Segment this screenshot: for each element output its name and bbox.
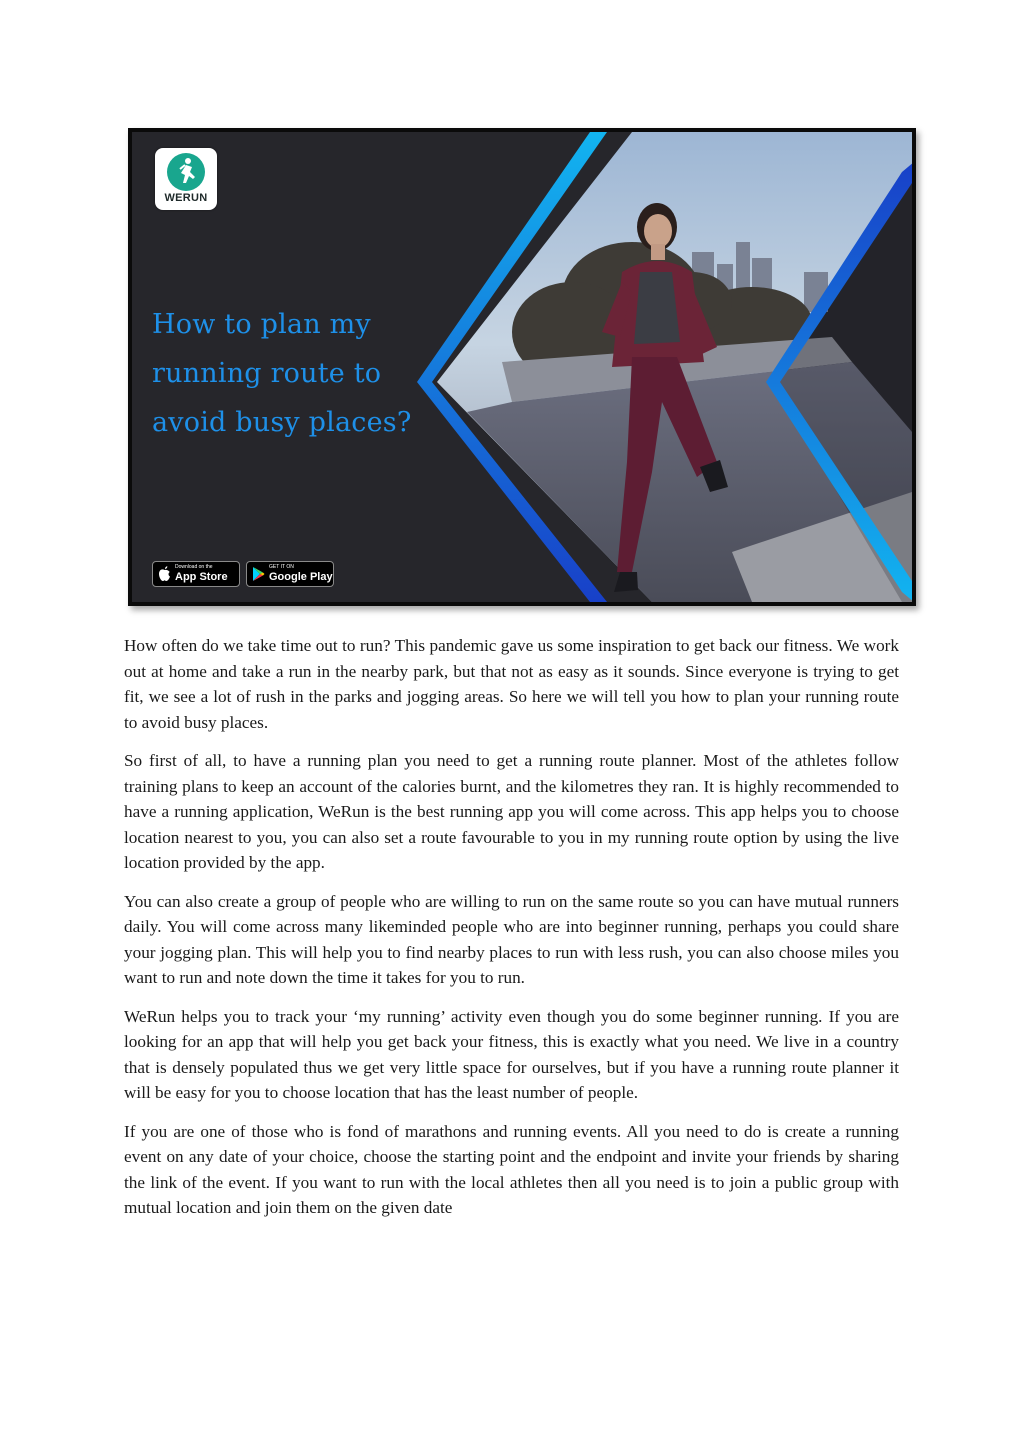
hero-banner xyxy=(128,128,916,606)
article-paragraph: How often do we take time out to run? This pandemic gave us some inspiration to get back our fitness. We work out at home and take a run in the nearby park, but that not as easy as it sounds. Since everyone is trying to get fit, we see a lot of rush in the parks and jogging areas. So here we will tell you how to plan your running route to avoid busy places. xyxy=(124,636,899,732)
article-body xyxy=(124,633,899,1234)
headline-line: How to plan my xyxy=(152,309,371,340)
app-store-label: App Store xyxy=(175,571,228,583)
article-paragraph: WeRun helps you to track your ‘my running’ activity even though you do some beginner running. If you are looking for an app that will help you get back your fitness, this is exactly what you need. We live in a country that is densely populated thus we get very little space for ourselves, but if you have a running route planner it will be easy for you to choose location that has the least number of people. xyxy=(124,1006,899,1102)
google-play-button[interactable] xyxy=(246,561,334,587)
banner-headline xyxy=(152,300,452,447)
app-store-button[interactable] xyxy=(152,561,240,587)
werun-logo xyxy=(155,148,217,210)
headline-line: running route to xyxy=(152,358,382,389)
app-store-small-label: Download on the xyxy=(175,564,213,570)
article-paragraph: If you are one of those who is fond of marathons and running events. All you need to do is create a running event on any date of your choice, choose the starting point and the endpoint and invite your friends by sharing the link of the event. If you want to run with the local athletes then all you need is to join a public group with mutual location and join them on the given date xyxy=(124,1121,899,1217)
article-paragraph: So first of all, to have a running plan you need to get a running route planner. Most of the athletes follow training plans to keep an account of the calories burnt, and the kilometres they ran. It is highly recommended to have a running application, WeRun is the best running app you will come across. This app helps you to choose location nearest to you, you can also set a route favourable to you in my running route option by using the live location provided by the app. xyxy=(124,751,899,872)
headline-line: avoid busy places? xyxy=(152,407,412,438)
google-play-icon xyxy=(252,566,265,582)
logo-wordmark: WERUN xyxy=(164,192,208,204)
google-play-small-label: GET IT ON xyxy=(269,564,294,570)
google-play-label: Google Play xyxy=(269,571,333,583)
runner-icon xyxy=(167,153,205,191)
apple-icon xyxy=(158,566,171,582)
article-paragraph: You can also create a group of people who are willing to run on the same route so you can have mutual runners daily. You will come across many likeminded people who are into beginner running, perhaps you could share your jogging plan. This will help you to find nearby places to run with less rush, you can also choose miles you want to run and note down the time it takes for you to run. xyxy=(124,891,899,987)
